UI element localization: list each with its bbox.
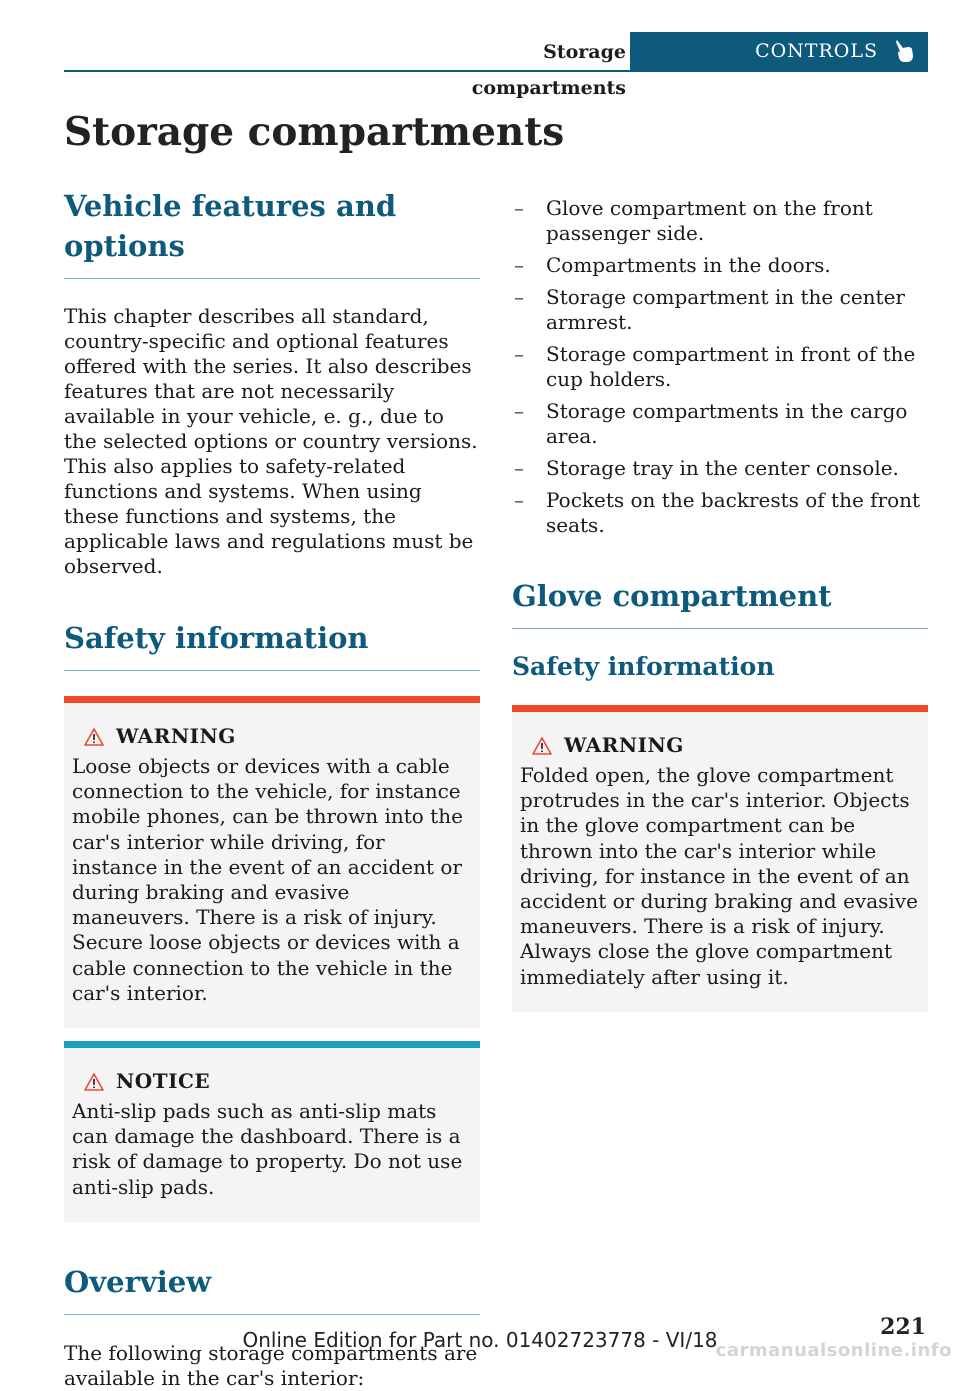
page-title: Storage compartments: [64, 109, 565, 155]
notice-header: [72, 1068, 472, 1094]
list-item: – Storage compartment in front of the cup holders.: [512, 342, 928, 392]
glove-safety-subheading: Safety information: [512, 652, 775, 681]
notice-text: Anti-slip pads such as anti-slip mats can damage the dashboard. There is a risk of damage to property. Do not use anti-slip pads.: [72, 1099, 463, 1199]
safety-information-heading: Safety information: [64, 618, 480, 671]
list-item: – Storage compartment in the center armrest.: [512, 285, 928, 335]
warning-label: WARNING: [116, 724, 236, 748]
warning-triangle-icon: [532, 737, 552, 755]
notice-triangle-icon: [84, 1073, 104, 1091]
glove-compartment-heading: Glove compartment: [512, 576, 928, 629]
warning-header: [72, 723, 472, 749]
footer-edition: Online Edition for Part no. 01402723778 - VI/18: [242, 1328, 718, 1352]
chapter-tab: [630, 32, 928, 70]
glove-warning-label: WARNING: [564, 733, 684, 757]
warning-box: [64, 696, 480, 1028]
left-column: [64, 186, 480, 1391]
header-rule: [64, 70, 928, 72]
vehicle-features-text: This chapter describes all standard, country-specific and optional features offered with the series. It also describes features that are not necessarily available in your vehicle, e. g., due to the selected options or country versions. This also applies to safety-related functions and systems. When using these functions and systems, the applicable laws and regulations must be observed.: [64, 304, 478, 578]
running-header-title: Storage compartments: [471, 41, 626, 99]
list-item: – Glove compartment on the front passenger side.: [512, 196, 928, 246]
glove-warning-header: [520, 732, 920, 758]
watermark: carmanualsonline.info: [715, 1340, 952, 1361]
overview-text: The following storage compartments are available in the car's interior:: [64, 1340, 478, 1390]
right-column: [512, 196, 928, 1012]
list-item: – Storage tray in the center console.: [512, 456, 928, 481]
notice-box: [64, 1041, 480, 1222]
page-number: 221: [880, 1314, 926, 1340]
hand-pointer-icon: [894, 39, 916, 63]
warning-text: Loose objects or devices with a cable connection to the vehicle, for instance mobile phones, can be thrown into the car's interior while driving, for instance in the event of an accident or during braking and evasive maneuvers. There is a risk of injury. Secure loose objects or devices with a cable connection to the vehicle in the car's interior.: [72, 754, 463, 1005]
glove-warning-box: [512, 705, 928, 1012]
warning-triangle-icon: [84, 728, 104, 746]
overview-heading: Overview: [64, 1262, 480, 1315]
list-item: – Pockets on the backrests of the front seats.: [512, 488, 928, 538]
list-item: – Compartments in the doors.: [512, 253, 928, 278]
vehicle-features-heading: Vehicle features and options: [64, 186, 480, 279]
list-item: – Storage compartments in the cargo area.: [512, 399, 928, 449]
notice-label: NOTICE: [116, 1069, 211, 1094]
compartment-list: [512, 196, 928, 538]
chapter-label: CONTROLS: [755, 40, 878, 62]
glove-warning-text: Folded open, the glove compartment protrudes in the car's interior. Objects in the glove compartment can be thrown into the car's interior while driving, for instance in the event of an accident or during braking and evasive maneuvers. There is a risk of injury. Always close the glove compartment immediately after using it.: [520, 763, 918, 989]
